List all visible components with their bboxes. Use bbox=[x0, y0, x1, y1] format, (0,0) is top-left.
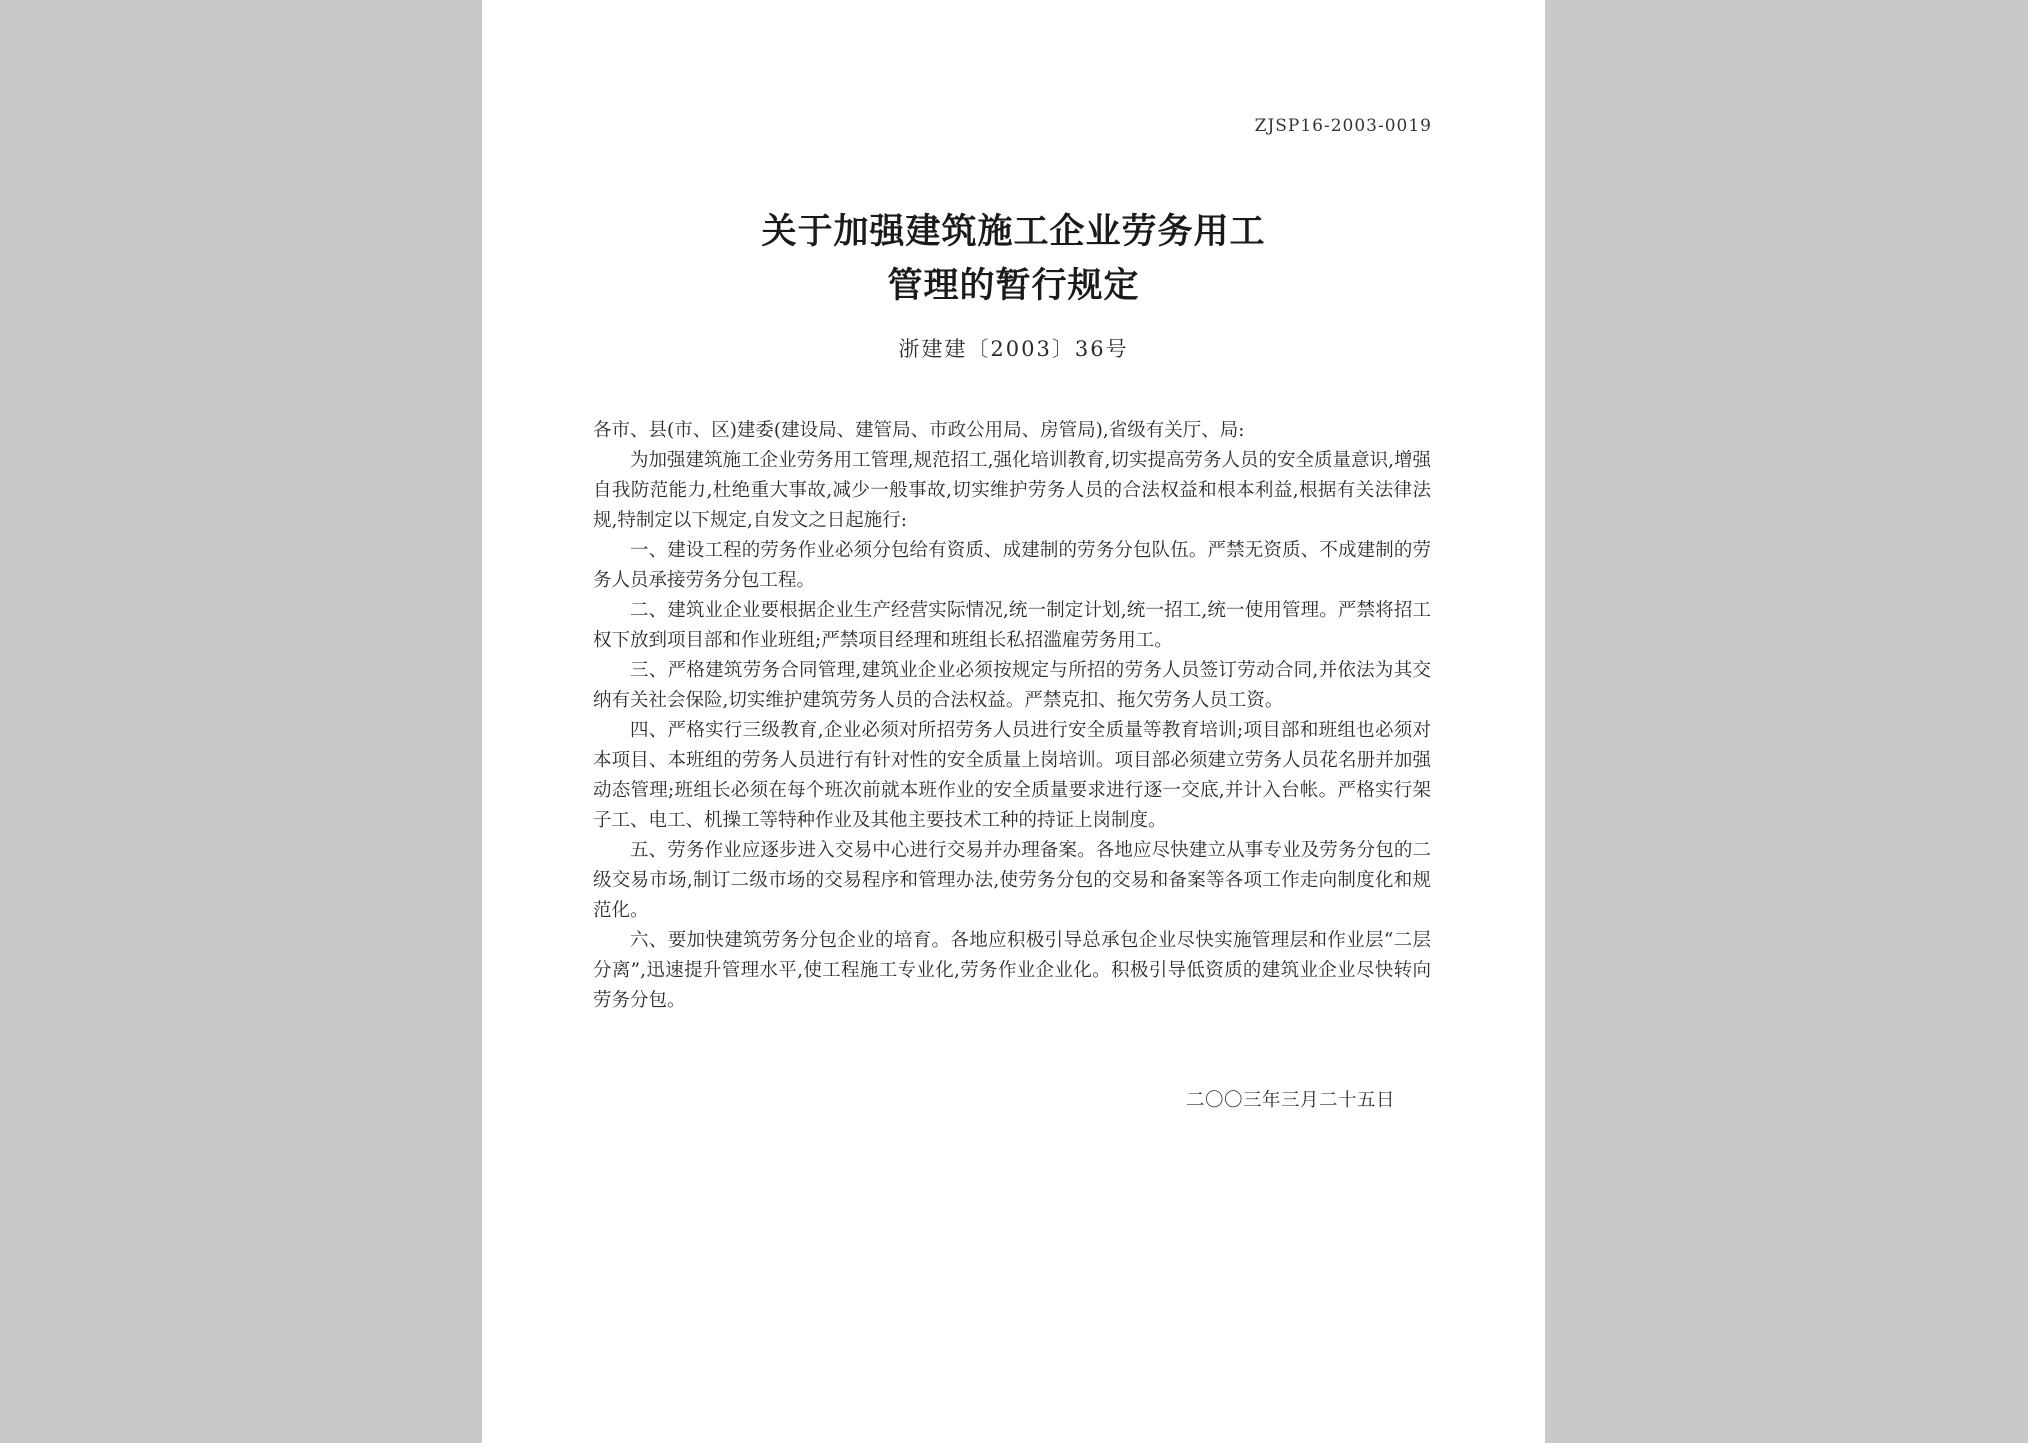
document-page bbox=[482, 0, 1545, 1443]
document-number: 浙建建〔2003〕36号 bbox=[898, 337, 1129, 361]
paragraph-item-6: 六、要加快建筑劳务分包企业的培育。各地应积极引导总承包企业尽快实施管理层和作业层“二层分离”,迅速提升管理水平,使工程施工专业化,劳务作业企业化。积极引导低资质的建筑业企业尽快转向劳务分包。 bbox=[593, 930, 1431, 1011]
document-title-line-1: 关于加强建筑施工企业劳务用工 bbox=[761, 212, 1266, 252]
document-date: 二〇〇三年三月二十五日 bbox=[1185, 1090, 1395, 1111]
paragraph-intro: 为加强建筑施工企业劳务用工管理,规范招工,强化培训教育,切实提高劳务人员的安全质量意识,增强自我防范能力,杜绝重大事故,减少一般事故,切实维护劳务人员的合法权益和根本利益,根据有关法律法规,特制定以下规定,自发文之日起施行: bbox=[593, 450, 1431, 531]
salutation: 各市、县(市、区)建委(建设局、建管局、市政公用局、房管局),省级有关厅、局: bbox=[593, 420, 1245, 441]
paragraph-item-2: 二、建筑业企业要根据企业生产经营实际情况,统一制定计划,统一招工,统一使用管理。严禁将招工权下放到项目部和作业班组;严禁项目经理和班组长私招滥雇劳务用工。 bbox=[593, 600, 1431, 651]
paragraph-item-3: 三、严格建筑劳务合同管理,建筑业企业必须按规定与所招的劳务人员签订劳动合同,并依法为其交纳有关社会保险,切实维护建筑劳务人员的合法权益。严禁克扣、拖欠劳务人员工资。 bbox=[593, 660, 1431, 711]
document-body bbox=[593, 416, 1431, 1016]
document-title-line-2: 管理的暂行规定 bbox=[887, 266, 1140, 306]
paragraph-item-5: 五、劳务作业应逐步进入交易中心进行交易并办理备案。各地应尽快建立从事专业及劳务分包的二级交易市场,制订二级市场的交易程序和管理办法,使劳务分包的交易和备案等各项工作走向制度化和规范化。 bbox=[593, 840, 1431, 921]
paragraph-item-4: 四、严格实行三级教育,企业必须对所招劳务人员进行安全质量等教育培训;项目部和班组也必须对本项目、本班组的劳务人员进行有针对性的安全质量上岗培训。项目部必须建立劳务人员花名册并加强动态管理;班组长必须在每个班次前就本班作业的安全质量要求进行逐一交底,并计入台帐。严格实行架子工、电工、机操工等特种作业及其他主要技术工种的持证上岗制度。 bbox=[593, 720, 1431, 831]
document-code: ZJSP16-2003-0019 bbox=[1254, 116, 1432, 136]
paragraph-item-1: 一、建设工程的劳务作业必须分包给有资质、成建制的劳务分包队伍。严禁无资质、不成建制的劳务人员承接劳务分包工程。 bbox=[593, 540, 1431, 591]
